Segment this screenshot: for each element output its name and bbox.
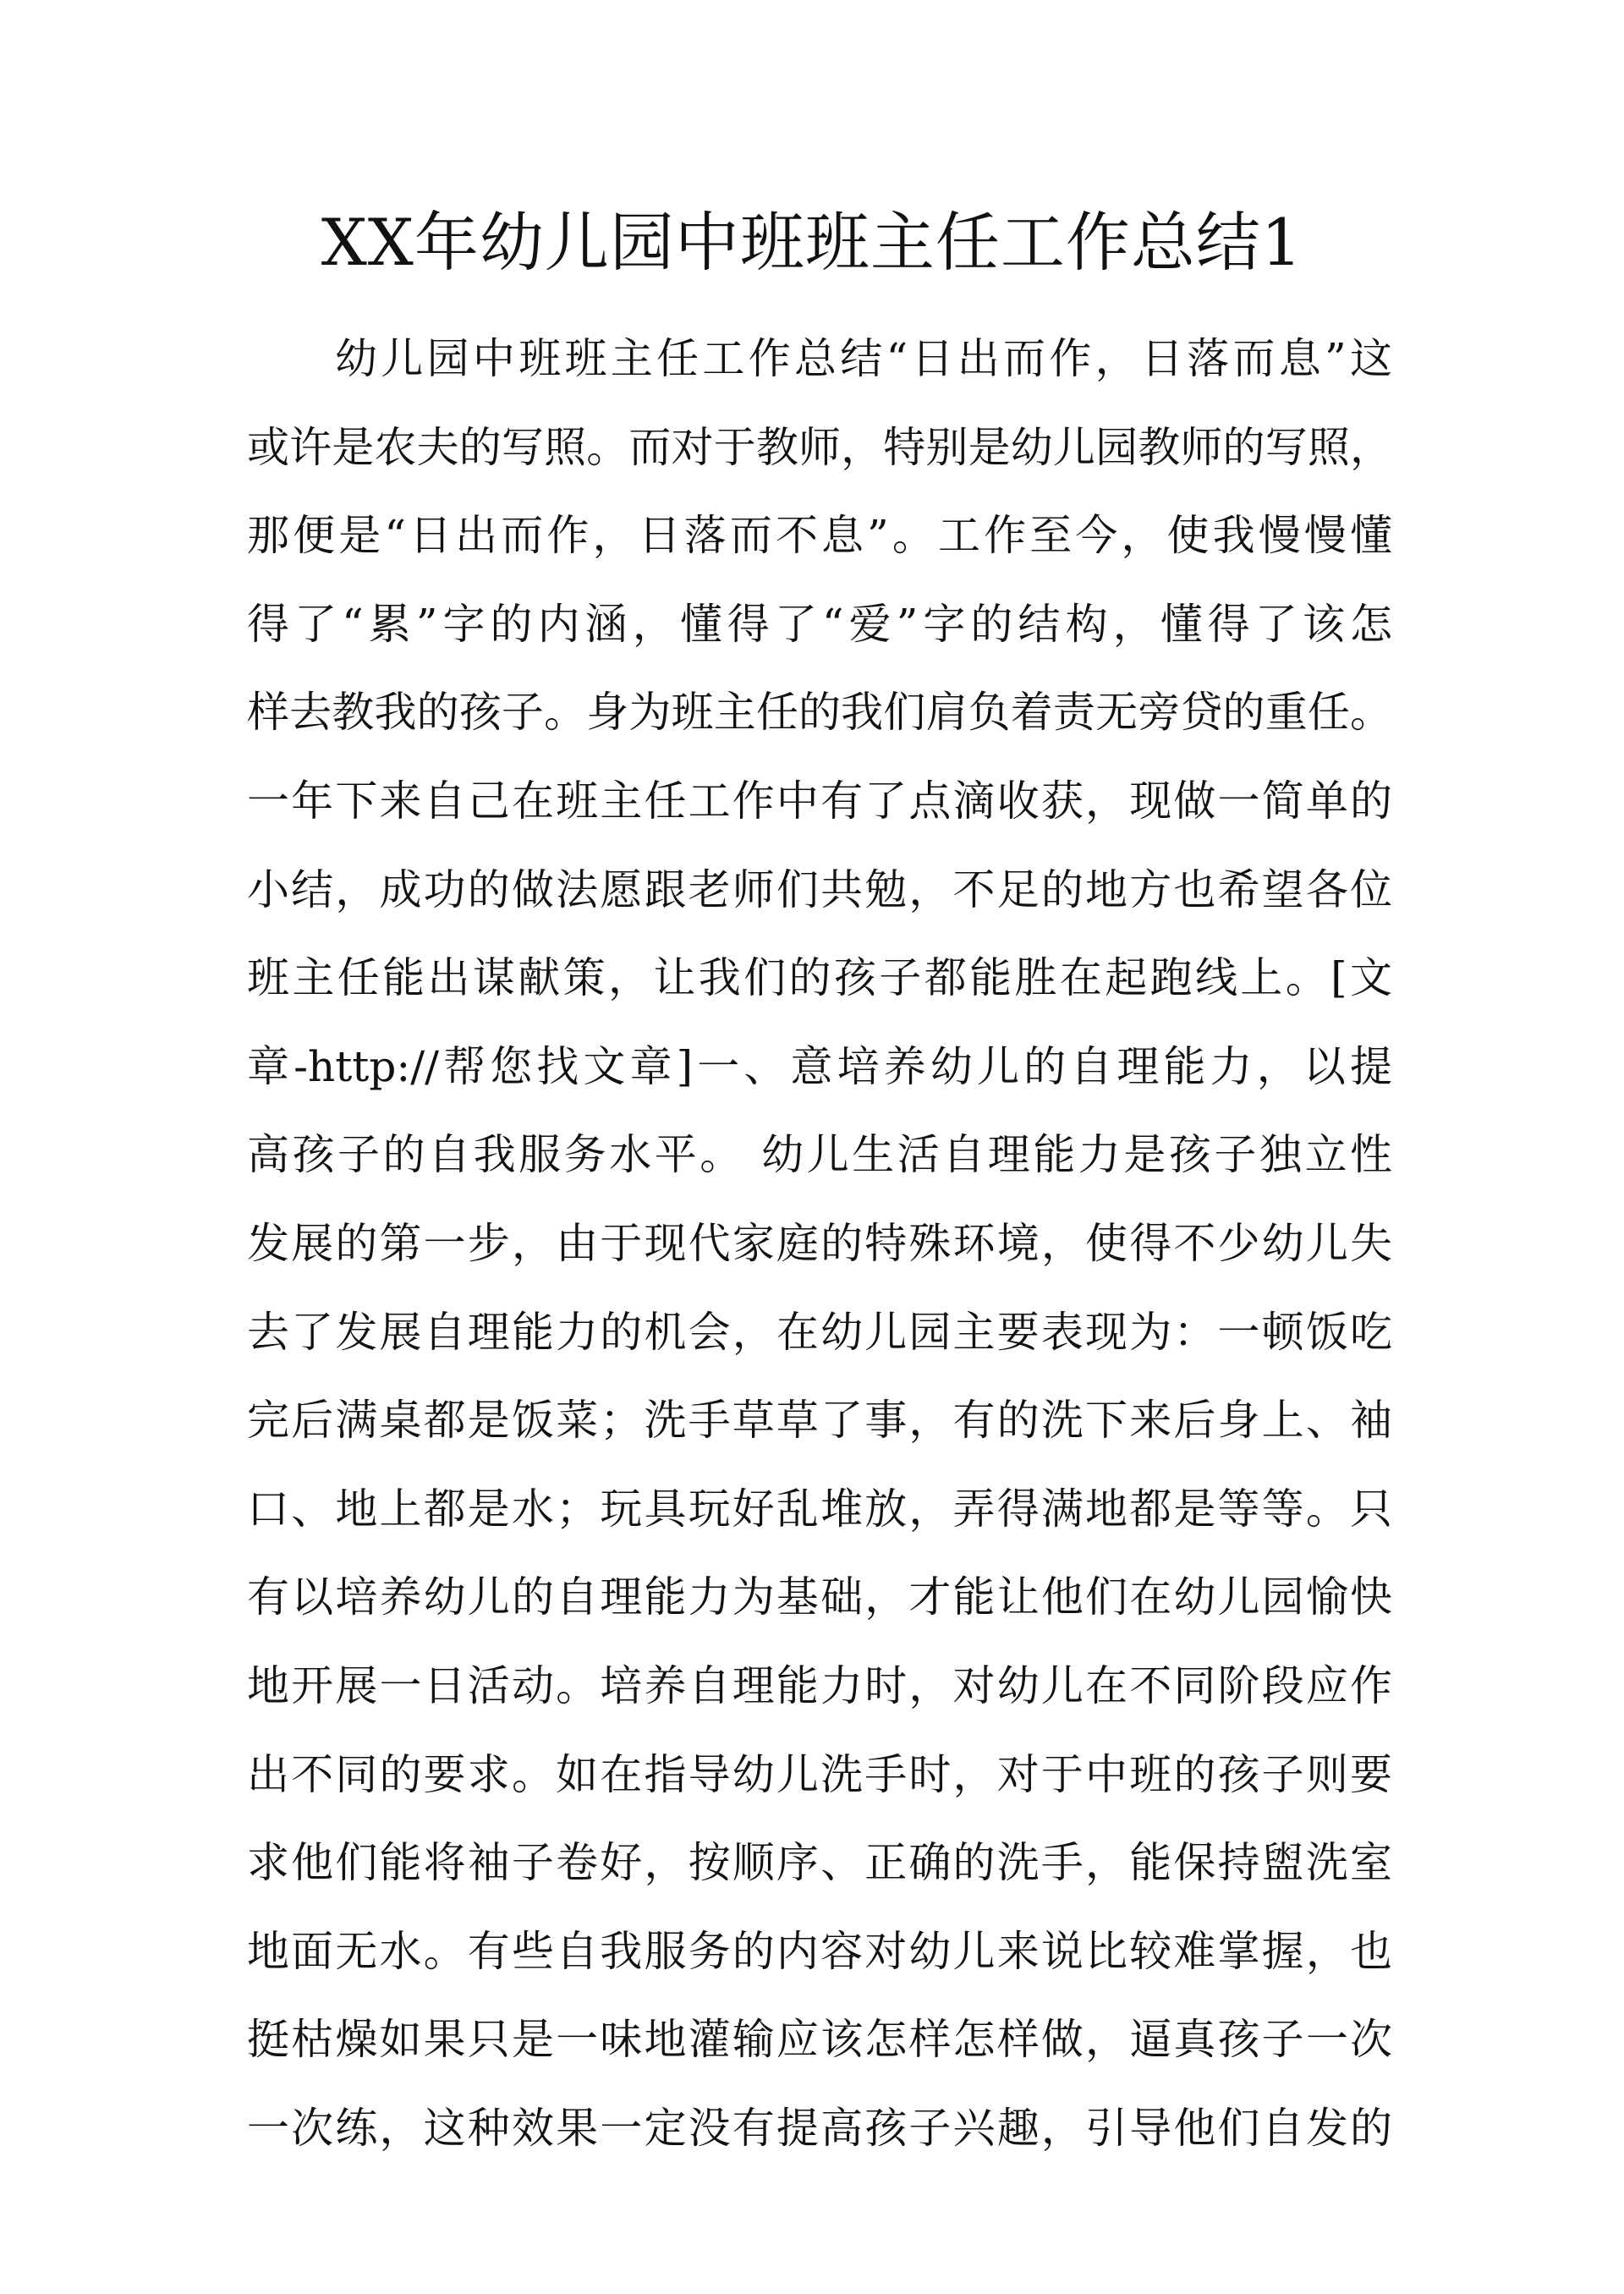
body-line: 小结，成功的做法愿跟老师们共勉，不足的地方也希望各位 bbox=[247, 864, 1392, 914]
body-line: 章-http://帮您找文章]一、意培养幼儿的自理能力，以提 bbox=[247, 1041, 1392, 1091]
body-line: 口、地上都是水；玩具玩好乱堆放，弄得满地都是等等。只 bbox=[247, 1484, 1392, 1534]
body-line: 完后满桌都是饭菜；洗手草草了事，有的洗下来后身上、袖 bbox=[247, 1396, 1392, 1446]
body-line: 或许是农夫的写照。而对于教师，特别是幼儿园教师的写照， bbox=[247, 422, 1392, 472]
body-line: 得了“累”字的内涵，懂得了“爱”字的结构，懂得了该怎 bbox=[247, 599, 1392, 649]
body-line: 班主任能出谋献策，让我们的孩子都能胜在起跑线上。[文 bbox=[247, 953, 1392, 1003]
body-line: 幼儿园中班班主任工作总结“日出而作，日落而息”这 bbox=[335, 334, 1392, 383]
body-line: 那便是“日出而作，日落而不息”。工作至今，使我慢慢懂 bbox=[247, 511, 1392, 561]
body-line: 地面无水。有些自我服务的内容对幼儿来说比较难掌握，也 bbox=[247, 1926, 1392, 1976]
body-line: 求他们能将袖子卷好，按顺序、正确的洗手，能保持盥洗室 bbox=[247, 1838, 1392, 1888]
body-line: 挺枯燥如果只是一味地灌输应该怎样怎样做，逼真孩子一次 bbox=[247, 2015, 1392, 2065]
body-line: 发展的第一步，由于现代家庭的特殊环境，使得不少幼儿失 bbox=[247, 1218, 1392, 1268]
body-line: 样去教我的孩子。身为班主任的我们肩负着责无旁贷的重任。 bbox=[247, 688, 1392, 738]
body-line: 高孩子的自我服务水平。 幼儿生活自理能力是孩子独立性 bbox=[247, 1130, 1392, 1180]
body-line: 一年下来自己在班主任工作中有了点滴收获，现做一简单的 bbox=[247, 776, 1392, 826]
document-body bbox=[247, 315, 1392, 2172]
body-line: 去了发展自理能力的机会，在幼儿园主要表现为：一顿饭吃 bbox=[247, 1307, 1392, 1357]
body-line: 有以培养幼儿的自理能力为基础，才能让他们在幼儿园愉快 bbox=[247, 1572, 1392, 1622]
body-line: 一次练，这种效果一定没有提高孩子兴趣，引导他们自发的 bbox=[247, 2103, 1392, 2153]
document-title: XX年幼儿园中班班主任工作总结1 bbox=[321, 205, 1303, 280]
body-line: 地开展一日活动。培养自理能力时，对幼儿在不同阶段应作 bbox=[247, 1660, 1392, 1710]
body-line: 出不同的要求。如在指导幼儿洗手时，对于中班的孩子则要 bbox=[247, 1749, 1392, 1799]
